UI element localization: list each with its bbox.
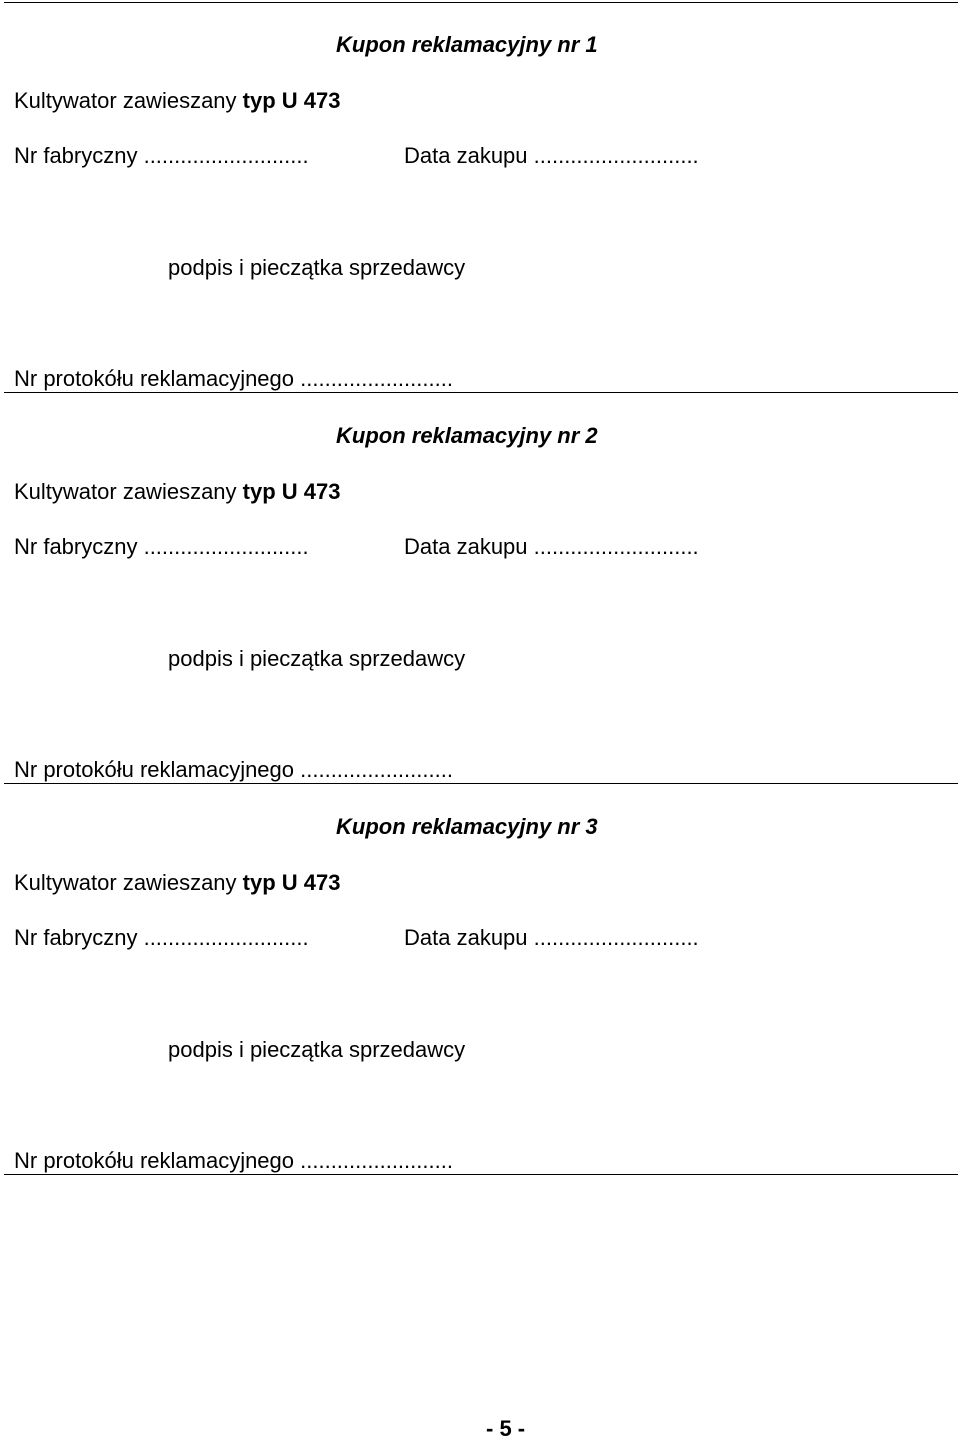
coupon-title: Kupon reklamacyjny nr 2 [336, 423, 598, 448]
coupon-divider [4, 1174, 958, 1175]
complaint-protocol-field: Nr protokółu reklamacyjnego ......................... [14, 757, 453, 782]
product-prefix: Kultywator zawieszany [14, 870, 237, 895]
complaint-protocol-field: Nr protokółu reklamacyjnego ......................... [14, 1148, 453, 1173]
seller-signature-label: podpis i pieczątka sprzedawcy [168, 1037, 466, 1062]
coupon-title: Kupon reklamacyjny nr 3 [336, 814, 598, 839]
product-name [14, 479, 341, 505]
serial-number-field: Nr fabryczny ........................... [14, 534, 309, 559]
coupon-title: Kupon reklamacyjny nr 1 [336, 32, 598, 57]
serial-number-field: Nr fabryczny ........................... [14, 925, 309, 950]
product-prefix: Kultywator zawieszany [14, 88, 237, 113]
coupon-2 [0, 391, 960, 781]
purchase-date-field: Data zakupu ........................... [404, 143, 699, 168]
page-number: - 5 - [486, 1416, 526, 1441]
product-name [14, 88, 341, 114]
serial-number-field: Nr fabryczny ........................... [14, 143, 309, 168]
purchase-date-field: Data zakupu ........................... [404, 925, 699, 950]
product-type: typ U 473 [242, 870, 341, 895]
product-type: typ U 473 [242, 88, 341, 113]
seller-signature-label: podpis i pieczątka sprzedawcy [168, 255, 466, 280]
seller-signature-label: podpis i pieczątka sprzedawcy [168, 646, 466, 671]
coupon-1 [0, 0, 960, 390]
coupon-3 [0, 782, 960, 1172]
product-type: typ U 473 [242, 479, 341, 504]
complaint-protocol-field: Nr protokółu reklamacyjnego ......................... [14, 366, 453, 391]
product-name [14, 870, 341, 896]
product-prefix: Kultywator zawieszany [14, 479, 237, 504]
purchase-date-field: Data zakupu ........................... [404, 534, 699, 559]
